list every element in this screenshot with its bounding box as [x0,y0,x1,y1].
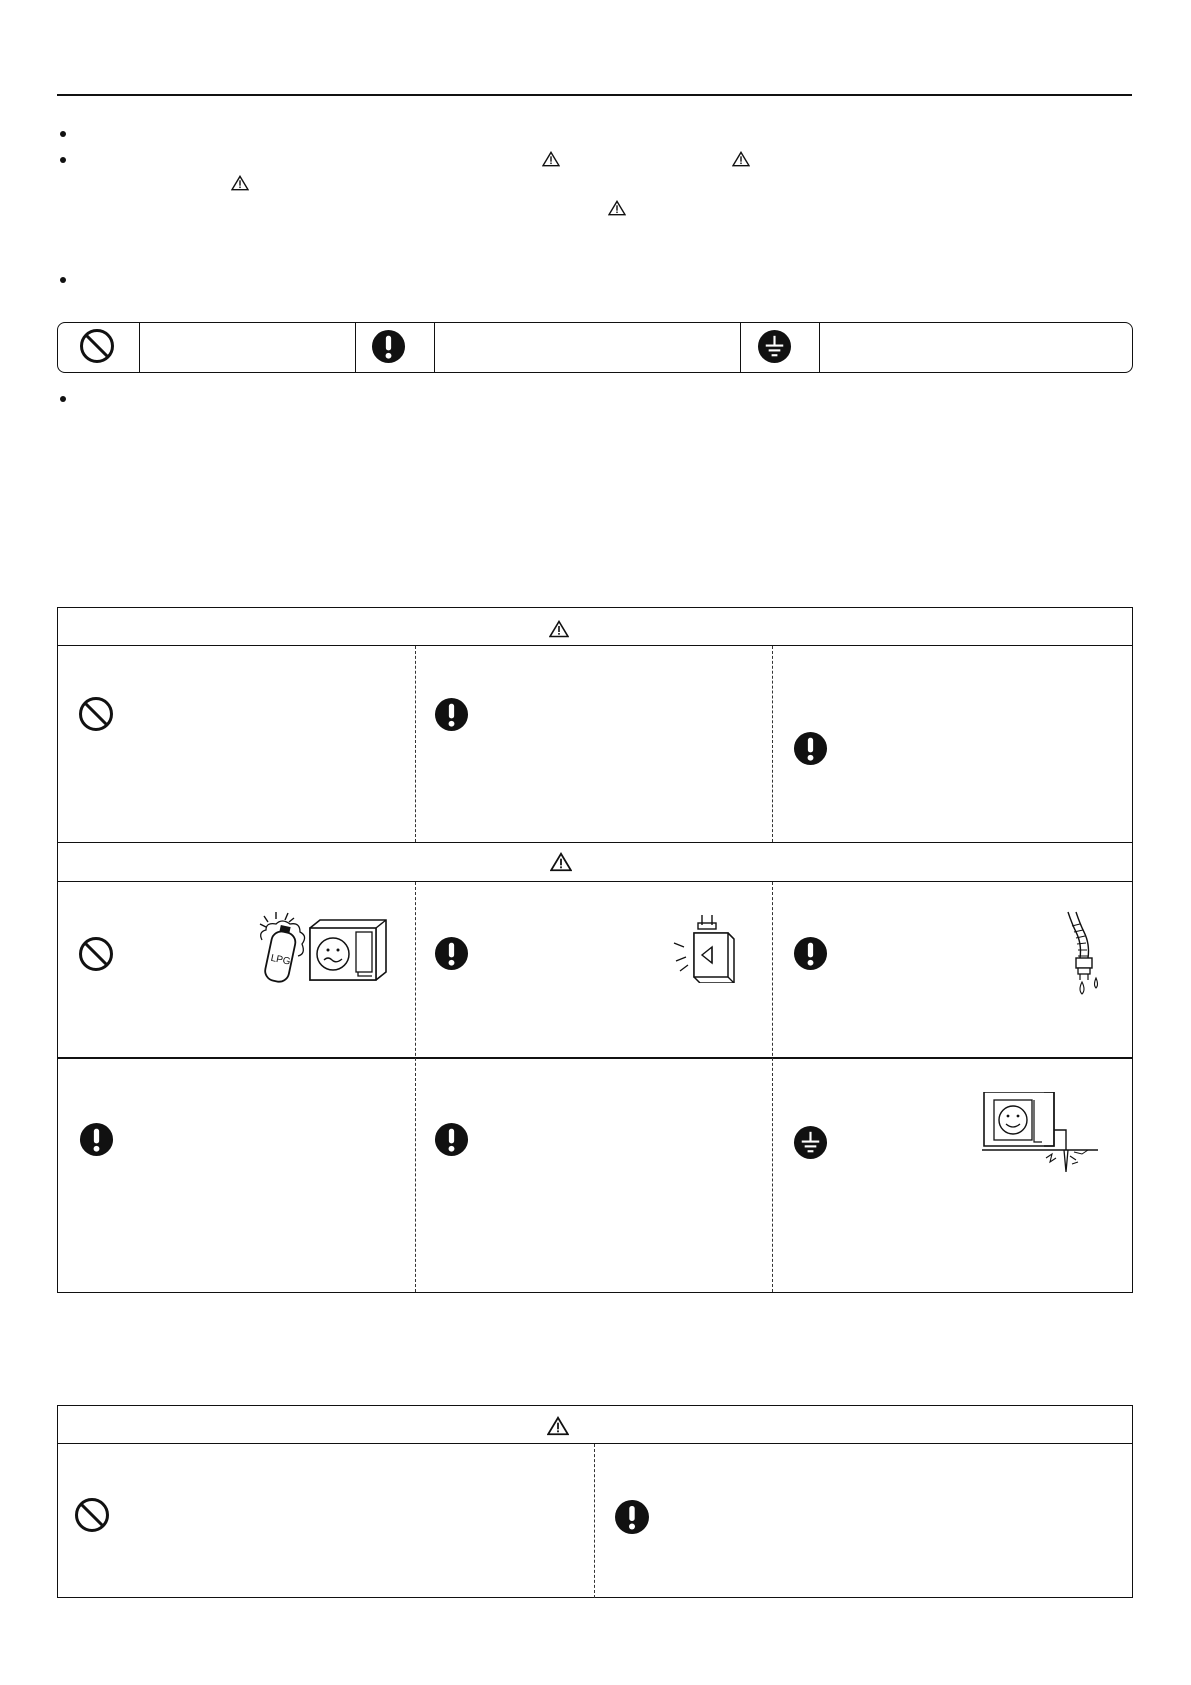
mandatory-icon [614,1499,650,1535]
legend-divider [819,323,820,372]
mandatory-icon [434,1122,469,1157]
earth-icon [757,329,792,364]
legend-divider [139,323,140,372]
list-bullet [60,277,66,283]
mandatory-icon [371,329,406,364]
breaker-box-illustration [672,913,742,983]
grounded-outdoor-unit-illustration [982,1092,1100,1174]
caution-table [57,1405,1133,1598]
warning-triangle-icon [231,175,249,191]
table-row-divider [57,1057,1133,1059]
warning-triangle-icon [550,852,572,872]
prohibited-icon [74,1497,110,1533]
list-bullet [60,157,66,163]
legend-divider [355,323,356,372]
column-divider [415,882,416,1292]
table-header-divider [57,1443,1133,1444]
column-divider [415,646,416,842]
warning-triangle-icon [732,151,750,167]
prohibited-icon [78,936,114,972]
warning-triangle-icon [547,1416,569,1436]
earth-icon [793,1125,828,1160]
legend-divider [740,323,741,372]
table-header-divider [57,881,1133,882]
symbol-legend [57,322,1133,373]
warning-triangle-icon [549,620,569,638]
prohibited-icon [79,328,115,364]
mandatory-icon [79,1122,114,1157]
prohibited-icon [78,696,114,732]
list-bullet [60,396,66,402]
header-rule [57,94,1132,96]
column-divider [772,882,773,1292]
drain-hose-illustration [1058,910,1104,996]
mandatory-icon [434,936,469,971]
warning-triangle-icon [608,200,626,216]
mandatory-icon [793,731,828,766]
mandatory-icon [434,697,469,732]
column-divider [772,646,773,842]
column-divider [594,1444,595,1598]
svg-text:LPG: LPG [269,952,292,968]
table-row-divider [57,842,1133,843]
lpg-cylinder-illustration [258,910,393,990]
warning-triangle-icon [542,151,560,167]
warning-table [57,607,1133,1293]
list-bullet [60,131,66,137]
legend-divider [434,323,435,372]
table-header-divider [57,645,1133,646]
mandatory-icon [793,936,828,971]
